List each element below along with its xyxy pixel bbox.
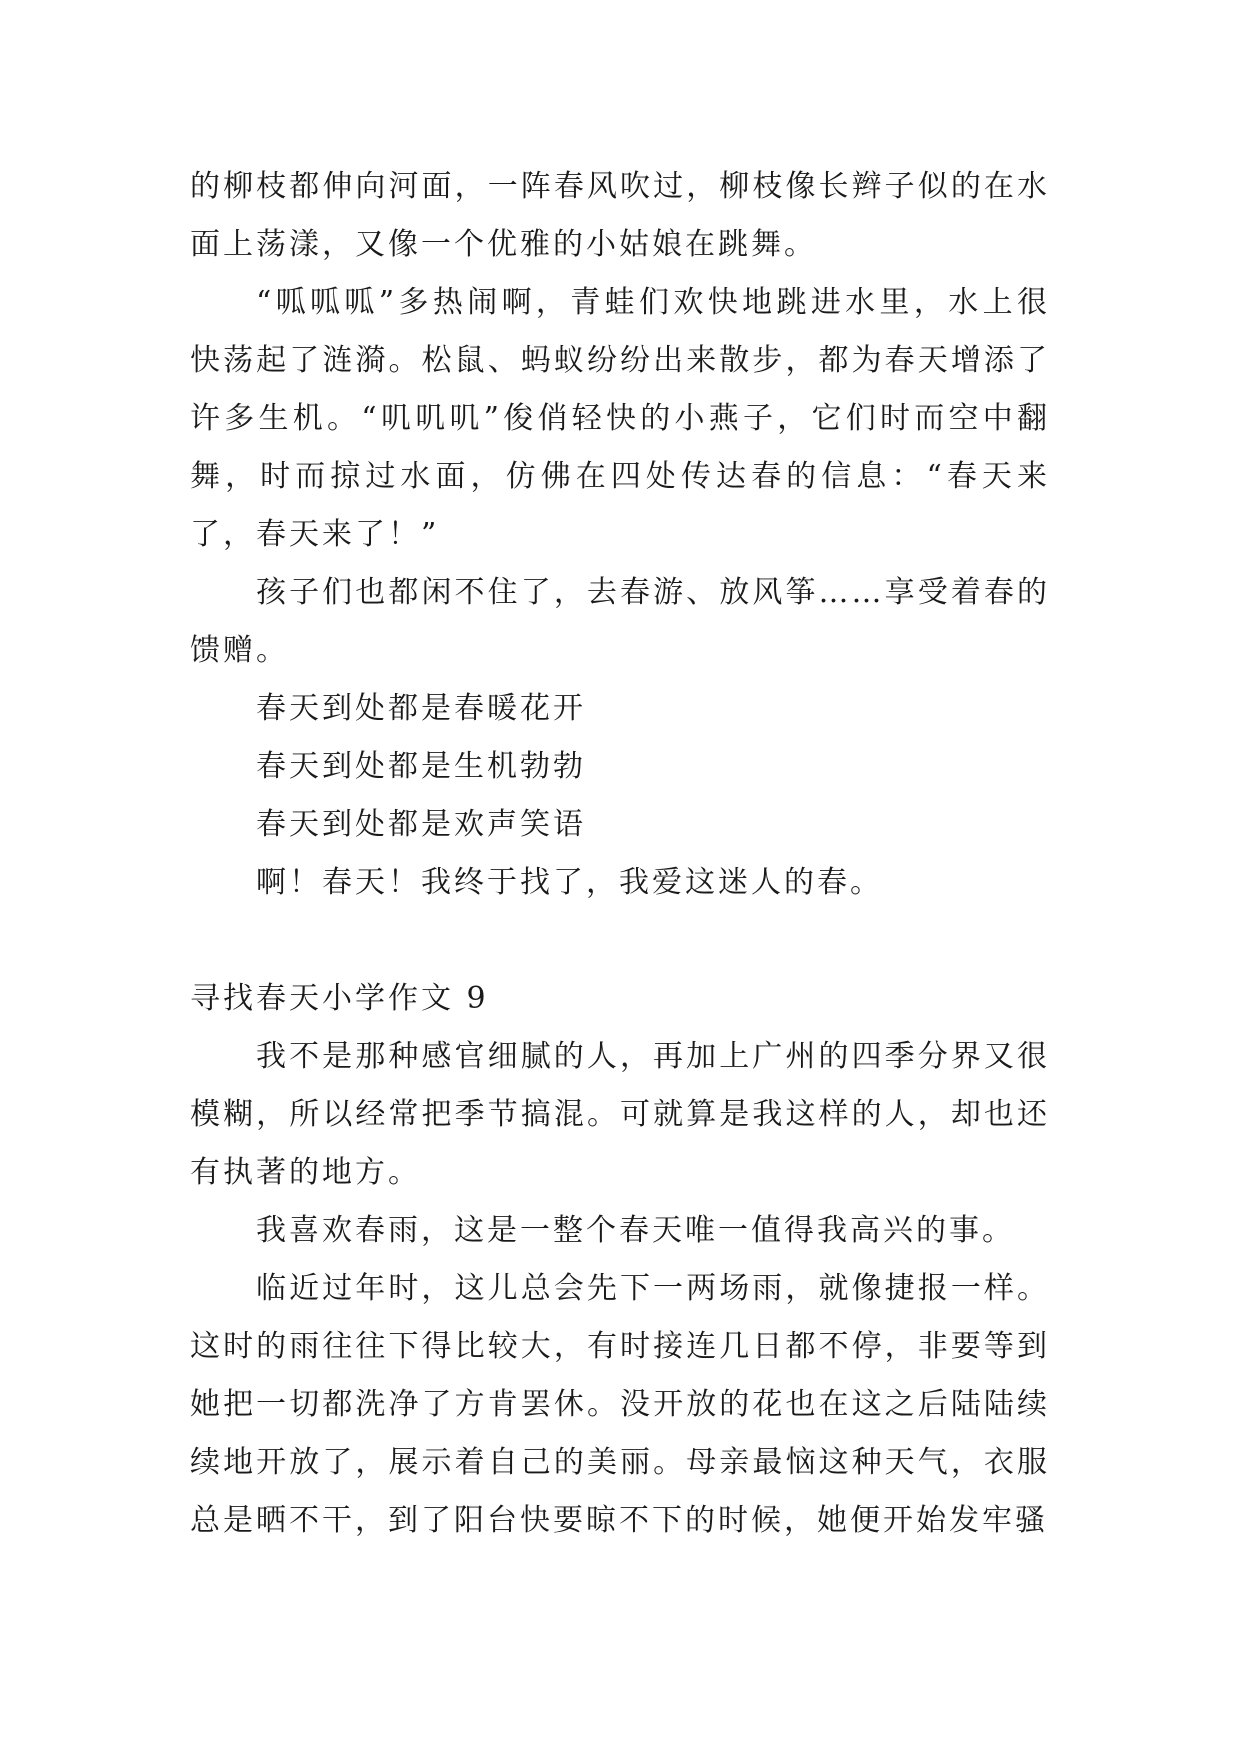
paragraph-willow: 的柳枝都伸向河面，一阵春风吹过，柳枝像长辫子似的在水面上荡漾，又像一个优雅的小姑娘在跳舞。	[190, 169, 1050, 262]
section-spacer	[190, 912, 1050, 970]
poem-line-1: 春天到处都是春暖花开	[256, 691, 586, 726]
paragraph-senses: 我不是那种感官细腻的人，再加上广州的四季分界又很模糊，所以经常把季节搞混。可就算是我这样的人，却也还有执著的地方。	[190, 1039, 1050, 1190]
poem-line-2: 春天到处都是生机勃勃	[256, 749, 586, 784]
paragraph-spring-rain: 我喜欢春雨，这是一整个春天唯一值得我高兴的事。	[256, 1213, 1015, 1248]
paragraph-ending: 啊！春天！我终于找了，我爱这迷人的春。	[256, 865, 883, 900]
paragraph-frogs: “呱呱呱”多热闹啊，青蛙们欢快地跳进水里，水上很快荡起了涟漪。松鼠、蚂蚁纷纷出来散步，都为春天增添了许多生机。“叽叽叽”俊俏轻快的小燕子，它们时而空中翻舞，时而掠过水面，仿佛在四处传达春的信息：“春天来了，春天来了！”	[190, 285, 1050, 552]
paragraph-children: 孩子们也都闲不住了，去春游、放风筝……享受着春的馈赠。	[190, 575, 1050, 668]
section-title: 寻找春天小学作文 9	[190, 981, 489, 1016]
poem-line-3: 春天到处都是欢声笑语	[256, 807, 586, 842]
paragraph-new-year-rain: 临近过年时，这儿总会先下一两场雨，就像捷报一样。这时的雨往往下得比较大，有时接连几日都不停，非要等到她把一切都洗净了方肯罢休。没开放的花也在这之后陆陆续续地开放了，展示着自己的美丽。母亲最恼这种天气，衣服总是晒不干，到了阳台快要晾不下的时候，她便开始发牢骚	[190, 1271, 1050, 1538]
document-body	[190, 158, 1050, 1550]
